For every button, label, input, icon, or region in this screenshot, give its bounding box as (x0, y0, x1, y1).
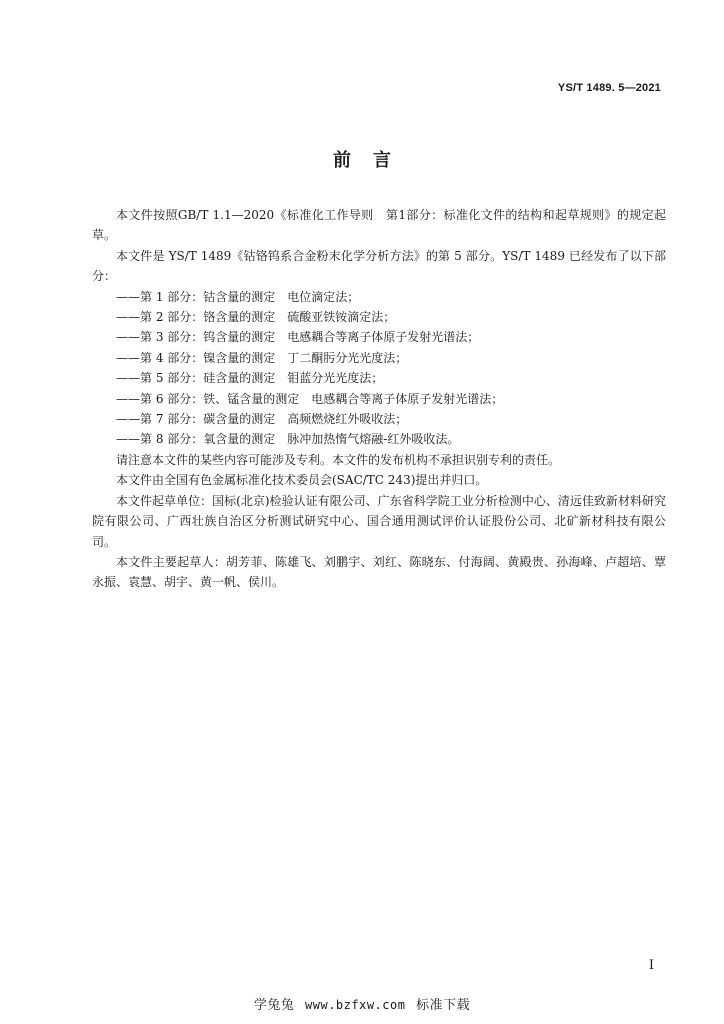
part-method: 电感耦合等离子体原子发射光谱法； (287, 330, 480, 345)
part-title: ——第 3 部分：钨含量的测定 (116, 330, 276, 345)
parts-list (92, 287, 666, 450)
part-method: 丁二酮肟分光光度法； (287, 350, 408, 365)
part-title: ——第 4 部分：镍含量的测定 (116, 350, 276, 365)
page-title: 前言 (333, 150, 413, 171)
part-title: ——第 2 部分：铬含量的测定 (116, 310, 276, 325)
part-method: 电位滴定法； (287, 289, 360, 304)
footer-site: www.bzfxw.com (305, 998, 406, 1012)
part-title: ——第 8 部分：氧含量的测定 (116, 432, 276, 447)
footer-watermark (0, 994, 724, 1013)
part-method: 硫酸亚铁铵滴定法； (287, 310, 396, 325)
part-method: 电感耦合等离子体原子发射光谱法； (311, 391, 504, 406)
part-title: ——第 7 部分：碳含量的测定 (116, 412, 276, 427)
paragraph-drafting-basis: 本文件按照GB/T 1.1—2020《标准化工作导则 第1部分：标准化文件的结构和起草规则》的规定起草。 (92, 208, 666, 243)
paragraph-proposer: 本文件由全国有色金属标准化技术委员会(SAC/TC 243)提出并归口。 (116, 473, 488, 488)
part-title: ——第 5 部分：硅含量的测定 (116, 371, 276, 386)
list-item (92, 409, 666, 429)
list-item (92, 348, 666, 368)
part-method: 高频燃烧红外吸收法； (287, 412, 408, 427)
footer-brand: 学兔兔 (253, 998, 295, 1013)
foreword-body (92, 205, 666, 593)
standard-code: YS/T 1489. 5—2021 (557, 82, 661, 94)
list-item (92, 389, 666, 409)
part-title: ——第 1 部分：钴含量的测定 (116, 289, 276, 304)
list-item (92, 429, 666, 449)
paragraph-drafters: 本文件主要起草人：胡芳菲、陈雄飞、刘鹏宇、刘红、陈晓东、付海阔、黄殿贵、孙海峰、卢超培、覃永振、袁慧、胡宇、黄一帆、侯川。 (92, 554, 666, 590)
part-title: ——第 6 部分：铁、锰含量的测定 (116, 391, 300, 406)
list-item (92, 287, 666, 307)
part-method: 脉冲加热惰气熔融-红外吸收法。 (287, 432, 460, 447)
list-item (92, 368, 666, 388)
list-item (92, 307, 666, 327)
paragraph-drafting-units: 本文件起草单位：国标(北京)检验认证有限公司、广东省科学院工业分析检测中心、清远佳致新材料研究院有限公司、广西壮族自治区分析测试研究中心、国合通用测试评价认证股份公司、北矿新材科技有限公司。 (92, 493, 666, 549)
paragraph-patent-notice: 请注意本文件的某些内容可能涉及专利。本文件的发布机构不承担识别专利的责任。 (116, 452, 561, 467)
paragraph-series-intro: 本文件是 YS/T 1489《钴铬钨系合金粉末化学分析方法》的第 5 部分。YS/T 1489 已经发布了以下部分： (92, 248, 666, 284)
page-number: I (648, 958, 654, 973)
part-method: 钼蓝分光光度法； (287, 371, 384, 386)
list-item (92, 327, 666, 347)
footer-label: 标准下载 (416, 998, 471, 1013)
